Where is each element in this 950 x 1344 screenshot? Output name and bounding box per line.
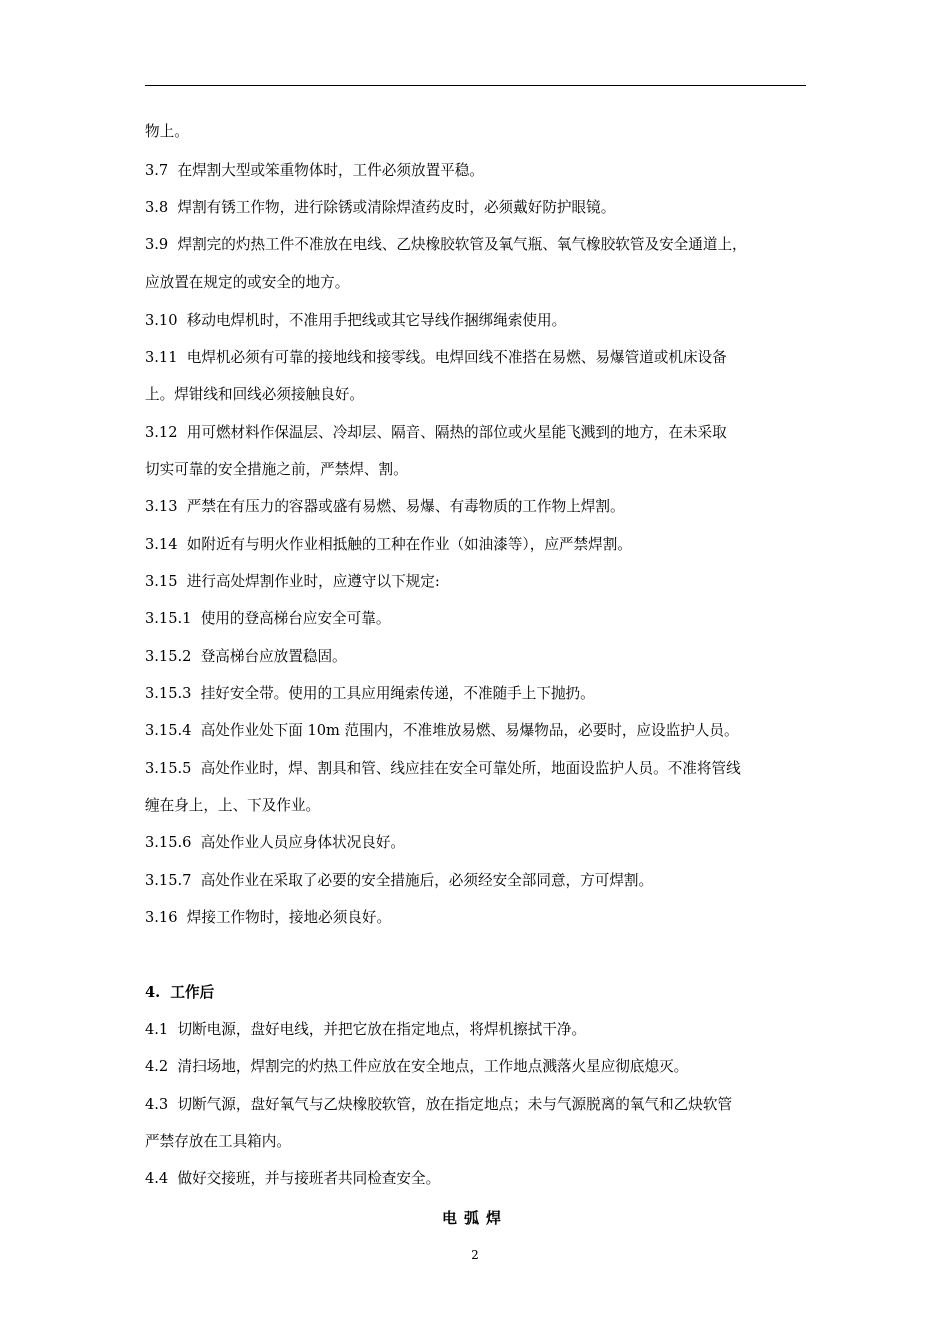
text-line: 应放置在规定的或安全的地方。 (145, 274, 350, 291)
text-line: 3.16 焊接工作物时，接地必须良好。 (145, 909, 392, 926)
text-line: 3.15.3 挂好安全带。使用的工具应用绳索传递，不准随手上下抛扔。 (145, 685, 595, 702)
text-line: 3.15.7 高处作业在采取了必要的安全措施后，必须经安全部同意，方可焊割。 (145, 872, 654, 889)
text-line: 3.9 焊割完的灼热工件不准放在电线、乙炔橡胶软管及氧气瓶、氧气橡胶软管及安全通道上， (145, 236, 747, 253)
text-line: 切实可靠的安全措施之前，严禁焊、割。 (145, 461, 408, 478)
text-line: 3.12 用可燃材料作保温层、冷却层、隔音、隔热的部位或火星能飞溅到的地方，在未采取 (145, 424, 727, 441)
text-line: 3.15 进行高处焊割作业时，应遵守以下规定: (145, 573, 440, 590)
header-rule (145, 85, 806, 86)
text-line: 3.7 在焊割大型或笨重物体时，工件必须放置平稳。 (145, 162, 484, 179)
text-line: 3.14 如附近有与明火作业相抵触的工种在作业（如油漆等），应严禁焊割。 (145, 536, 632, 553)
text-line: 上。焊钳线和回线必须接触良好。 (145, 386, 364, 403)
text-line: 4.1 切断电源，盘好电线，并把它放在指定地点，将焊机擦拭干净。 (145, 1021, 587, 1038)
text-line: 3.13 严禁在有压力的容器或盛有易燃、易爆、有毒物质的工作物上焊割。 (145, 498, 625, 515)
text-line: 3.10 移动电焊机时，不准用手把线或其它导线作捆绑绳索使用。 (145, 312, 567, 329)
text-line: 3.15.4 高处作业处下面 10m 范围内，不准堆放易燃、易爆物品，必要时，应设监护人员。 (145, 722, 739, 739)
text-line: 严禁存放在工具箱内。 (145, 1133, 291, 1150)
text-line: 缠在身上，上、下及作业。 (145, 797, 321, 814)
text-line: 物上。 (145, 123, 189, 140)
text-line: 3.8 焊割有锈工作物，进行除锈或清除焊渣药皮时，必须戴好防护眼镜。 (145, 199, 616, 216)
section-heading: 4. 工作后 (145, 984, 215, 1001)
text-line: 3.15.2 登高梯台应放置稳固。 (145, 648, 347, 665)
text-line: 3.11 电焊机必须有可靠的接地线和接零线。电焊回线不准搭在易燃、易爆管道或机床设备 (145, 349, 727, 366)
next-section-title: 电弧焊 (441, 1209, 508, 1227)
text-line: 3.15.1 使用的登高梯台应安全可靠。 (145, 610, 391, 627)
text-line: 4.4 做好交接班，并与接班者共同检查安全。 (145, 1170, 441, 1187)
text-line: 3.15.5 高处作业时，焊、割具和管、线应挂在安全可靠处所，地面设监护人员。不准将管线 (145, 760, 741, 777)
text-line: 4.3 切断气源，盘好氧气与乙炔橡胶软管，放在指定地点；未与气源脱离的氧气和乙炔软管 (145, 1096, 733, 1113)
text-line: 4.2 清扫场地，焊割完的灼热工件应放在安全地点，工作地点溅落火星应彻底熄灭。 (145, 1058, 689, 1075)
page-number: 2 (471, 1248, 479, 1262)
text-line: 3.15.6 高处作业人员应身体状况良好。 (145, 834, 406, 851)
